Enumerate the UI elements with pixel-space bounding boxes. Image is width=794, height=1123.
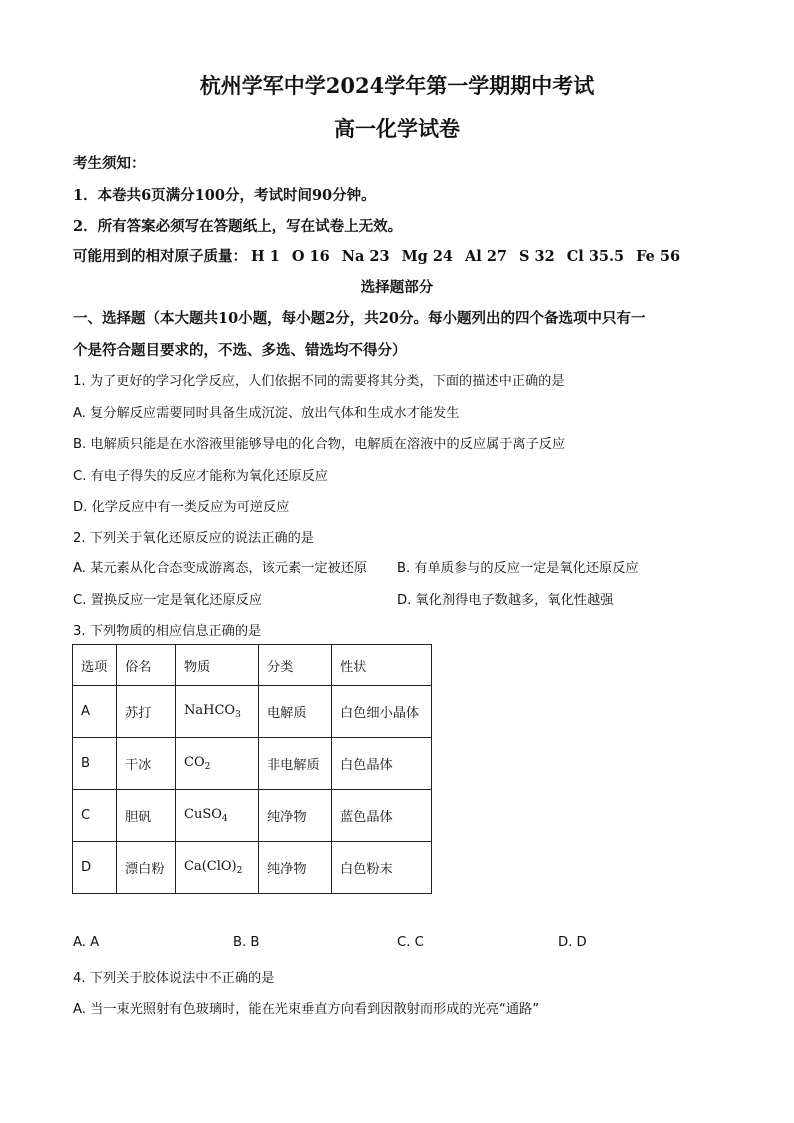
question-option: B. 有单质参与的反应一定是氧化还原反应 <box>397 561 639 576</box>
formula <box>184 807 228 822</box>
table-cell-category: 纯净物 <box>259 842 332 894</box>
table-cell-common-name: 干冰 <box>117 738 176 790</box>
formula-base: CuSO <box>184 807 222 822</box>
table-cell-common-name: 漂白粉 <box>117 842 176 894</box>
table-row <box>73 686 432 738</box>
table-row <box>73 738 432 790</box>
formula-base: CO <box>184 755 205 770</box>
formula-subscript: 2 <box>236 866 243 876</box>
table-header-row <box>73 645 432 686</box>
formula-subscript: 2 <box>204 762 211 772</box>
notice-heading: 考生须知： <box>73 155 146 172</box>
formula <box>184 755 210 770</box>
exam-subtitle: 高一化学试卷 <box>334 116 460 141</box>
exam-title: 杭州学军中学2024学年第一学期期中考试 <box>199 73 595 98</box>
formula-subscript: 3 <box>235 710 241 720</box>
section-instruction: 一、选择题（本大题共10小题，每小题2分，共20分。每小题列出的四个备选项中只有一 <box>73 310 646 327</box>
table-header-cell: 俗名 <box>117 645 176 686</box>
question-option: A. A <box>73 935 100 950</box>
section-instruction: 个是符合题目要求的，不选、多选、错选均不得分） <box>73 342 407 359</box>
atomic-mass: Cl 35.5 <box>566 248 625 265</box>
notice-item: 1．本卷共6页满分100分，考试时间90分钟。 <box>73 187 376 204</box>
atomic-mass: O 16 <box>291 248 330 265</box>
question-stem: 3. 下列物质的相应信息正确的是 <box>73 624 262 639</box>
table-cell-category: 电解质 <box>259 686 332 738</box>
table-cell-property: 白色细小晶体 <box>332 686 432 738</box>
question-stem: 2. 下列关于氧化还原反应的说法正确的是 <box>73 531 314 546</box>
table-cell-formula <box>176 790 259 842</box>
question-option: D. D <box>558 935 587 950</box>
question-option: C. C <box>397 935 424 950</box>
question-option: B. 电解质只能是在水溶液里能够导电的化合物，电解质在溶液中的反应属于离子反应 <box>73 437 566 452</box>
formula-base: Ca(ClO) <box>184 859 237 874</box>
question-option: D. 化学反应中有一类反应为可逆反应 <box>73 500 290 515</box>
formula <box>184 859 242 874</box>
question-stem: 4. 下列关于胶体说法中不正确的是 <box>73 971 275 986</box>
notice-item: 2．所有答案必须写在答题纸上，写在试卷上无效。 <box>73 218 403 235</box>
atomic-mass: Mg 24 <box>401 248 454 265</box>
atomic-mass: Fe 56 <box>636 248 681 265</box>
atomic-mass: H 1 <box>251 248 280 265</box>
atomic-mass: Al 27 <box>465 248 508 265</box>
table-header-cell: 物质 <box>176 645 259 686</box>
question-option: A. 复分解反应需要同时具备生成沉淀、放出气体和生成水才能发生 <box>73 406 460 421</box>
table-cell-option: B <box>73 738 117 790</box>
atomic-mass: Na 23 <box>341 248 390 265</box>
table-header-cell: 分类 <box>259 645 332 686</box>
table-cell-option: D <box>73 842 117 894</box>
question-option: A. 某元素从化合态变成游离态，该元素一定被还原 <box>73 561 368 576</box>
formula <box>184 703 241 718</box>
formula-base: NaHCO <box>184 703 236 718</box>
question-option: D. 氧化剂得电子数越多，氧化性越强 <box>397 593 614 608</box>
atomic-masses-label: 可能用到的相对原子质量： <box>73 248 247 265</box>
question-option: A. 当一束光照射有色玻璃时，能在光束垂直方向看到因散射而形成的光亮“通路” <box>73 1002 540 1017</box>
question-option: C. 置换反应一定是氧化还原反应 <box>73 593 263 608</box>
question-option: C. 有电子得失的反应才能称为氧化还原反应 <box>73 469 328 484</box>
table-cell-property: 蓝色晶体 <box>332 790 432 842</box>
table-cell-formula <box>176 738 259 790</box>
table-row <box>73 842 432 894</box>
table-cell-property: 白色晶体 <box>332 738 432 790</box>
section-title: 选择题部分 <box>360 279 434 296</box>
table-header-cell: 选项 <box>73 645 117 686</box>
formula-subscript: 4 <box>221 814 228 824</box>
table-cell-category: 非电解质 <box>259 738 332 790</box>
table-cell-common-name: 苏打 <box>117 686 176 738</box>
table-cell-option: C <box>73 790 117 842</box>
atomic-masses-line <box>73 245 680 266</box>
table-row <box>73 790 432 842</box>
table-cell-option: A <box>73 686 117 738</box>
substance-table <box>72 644 432 894</box>
table-cell-category: 纯净物 <box>259 790 332 842</box>
question-option: B. B <box>233 935 260 950</box>
table-header-cell: 性状 <box>332 645 432 686</box>
table-cell-property: 白色粉末 <box>332 842 432 894</box>
question-stem: 1. 为了更好的学习化学反应，人们依据不同的需要将其分类，下面的描述中正确的是 <box>73 374 565 389</box>
table-cell-formula <box>176 686 259 738</box>
table-cell-formula <box>176 842 259 894</box>
table-cell-common-name: 胆矾 <box>117 790 176 842</box>
atomic-mass: S 32 <box>519 248 555 265</box>
